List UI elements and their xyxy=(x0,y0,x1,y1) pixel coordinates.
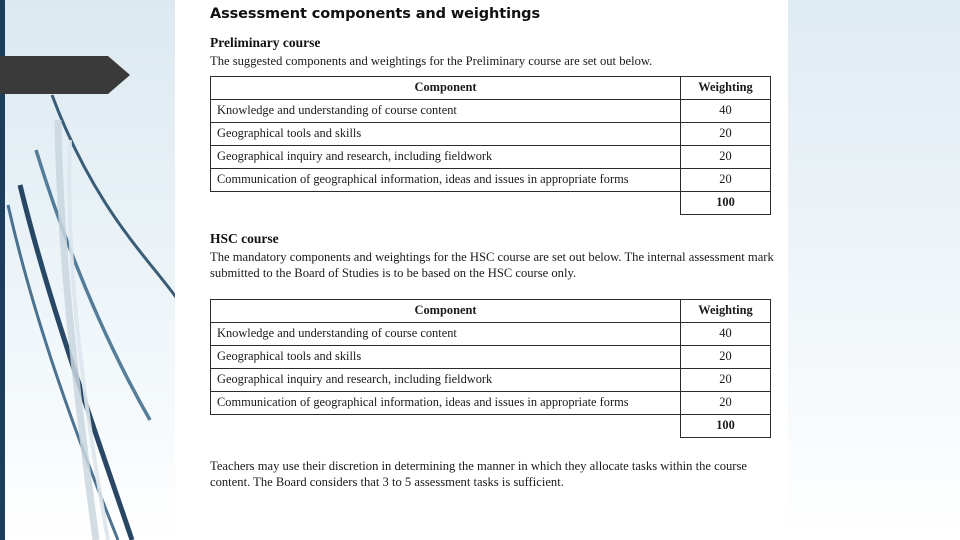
table-row xyxy=(211,123,771,146)
preliminary-weightings-table xyxy=(210,76,771,215)
table-row xyxy=(211,368,771,391)
preliminary-course-heading: Preliminary course xyxy=(210,35,321,50)
page-title: Assessment components and weightings xyxy=(210,6,540,22)
weighting-cell: 20 xyxy=(681,391,771,414)
spacer xyxy=(210,289,775,299)
document-body xyxy=(175,0,788,540)
component-cell: Geographical tools and skills xyxy=(211,123,681,146)
table-header-row xyxy=(211,299,771,322)
weighting-cell: 20 xyxy=(681,345,771,368)
table-row xyxy=(211,322,771,345)
empty-cell xyxy=(211,414,681,437)
table-total-row xyxy=(211,414,771,437)
total-weighting-cell: 100 xyxy=(681,192,771,215)
arrow-banner-shape xyxy=(0,56,130,94)
table-header-row xyxy=(211,77,771,100)
hsc-course-heading: HSC course xyxy=(210,231,279,247)
table-row xyxy=(211,100,771,123)
table-row xyxy=(211,391,771,414)
table-row xyxy=(211,146,771,169)
preliminary-course-intro: The suggested components and weightings for the Preliminary course are set out below. xyxy=(210,54,653,68)
weighting-cell: 20 xyxy=(681,123,771,146)
weighting-cell: 20 xyxy=(681,368,771,391)
column-header-component: Component xyxy=(211,299,681,322)
table-total-row xyxy=(211,192,771,215)
weighting-cell: 40 xyxy=(681,100,771,123)
hsc-course-intro: The mandatory components and weightings for the HSC course are set out below. The internal assessment mark submitted to the Board of Studies is to be based on the HSC course only. xyxy=(210,250,774,281)
footer-note: Teachers may use their discretion in determining the manner in which they allocate tasks within the course content. The Board considers that 3 to 5 assessment tasks is sufficient. xyxy=(210,458,747,489)
component-cell: Geographical tools and skills xyxy=(211,345,681,368)
table-row xyxy=(211,169,771,192)
weighting-cell: 20 xyxy=(681,169,771,192)
empty-cell xyxy=(211,192,681,215)
component-cell: Geographical inquiry and research, including fieldwork xyxy=(211,146,681,169)
spacer xyxy=(210,215,775,231)
component-cell: Knowledge and understanding of course content xyxy=(211,100,681,123)
component-cell: Knowledge and understanding of course content xyxy=(211,322,681,345)
table-row xyxy=(211,345,771,368)
weighting-cell: 20 xyxy=(681,146,771,169)
hsc-weightings-table xyxy=(210,299,771,438)
weighting-cell: 40 xyxy=(681,322,771,345)
component-cell: Communication of geographical information, ideas and issues in appropriate forms xyxy=(211,169,681,192)
spacer xyxy=(210,438,775,458)
component-cell: Communication of geographical information, ideas and issues in appropriate forms xyxy=(211,391,681,414)
column-header-weighting: Weighting xyxy=(681,299,771,322)
left-decorative-panel xyxy=(0,0,175,540)
right-decorative-panel xyxy=(788,0,960,540)
column-header-weighting: Weighting xyxy=(681,77,771,100)
column-header-component: Component xyxy=(211,77,681,100)
component-cell: Geographical inquiry and research, including fieldwork xyxy=(211,368,681,391)
total-weighting-cell: 100 xyxy=(681,414,771,437)
